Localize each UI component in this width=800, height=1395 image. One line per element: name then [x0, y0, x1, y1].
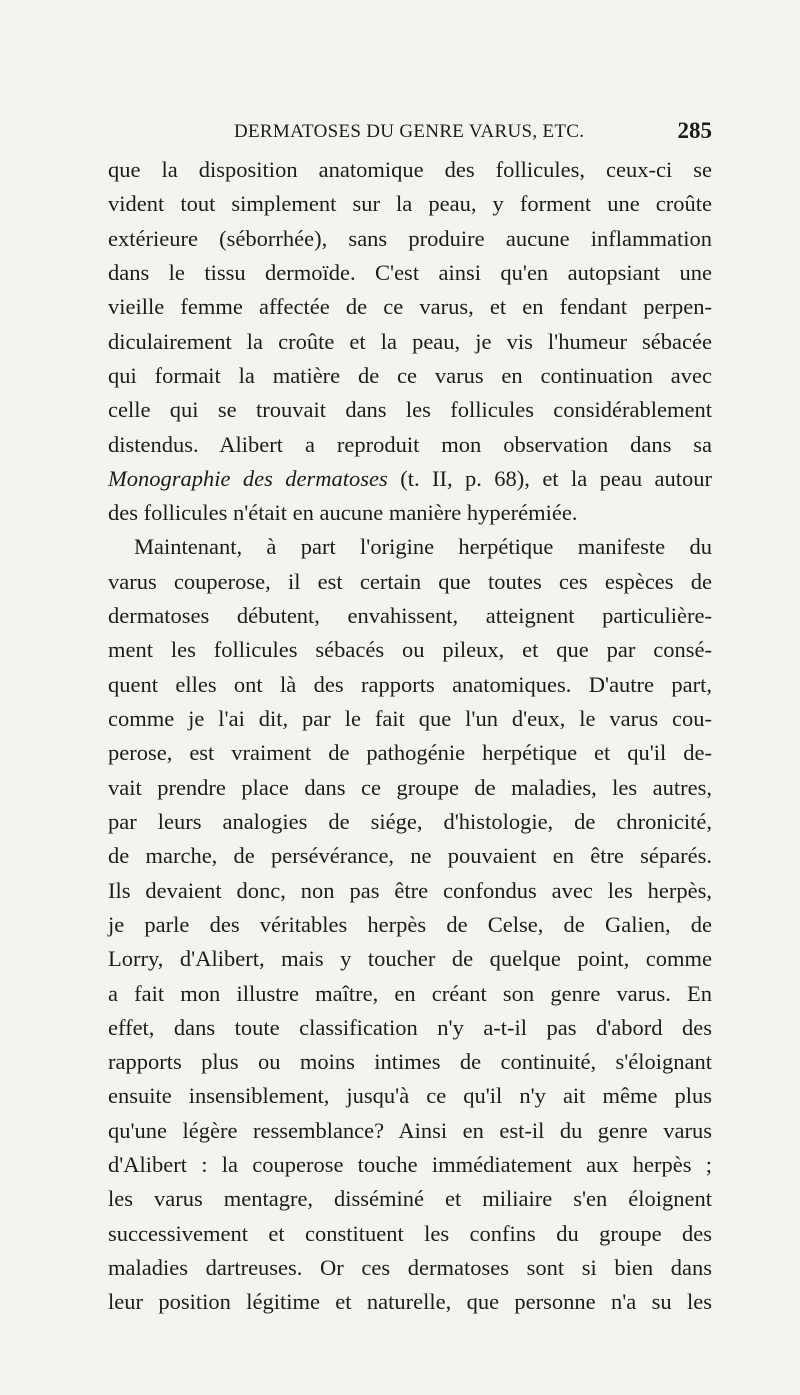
text-line: vait prendre place dans ce groupe de maladies, les autres,	[108, 774, 712, 800]
text-line: Lorry, d'Alibert, mais y toucher de quelque point, comme	[108, 946, 712, 972]
text-line: d'Alibert : la couperose touche immédiatement aux herpès ;	[108, 1152, 712, 1178]
text-line: leur position légitime et naturelle, que personne n'a su les	[108, 1289, 712, 1315]
text-line: vieille femme affectée de ce varus, et en fendant perpen-	[108, 294, 712, 320]
text-line: quent elles ont là des rapports anatomiques. D'autre part,	[108, 671, 712, 697]
text-line: les varus mentagre, disséminé et miliaire s'en éloignent	[108, 1186, 712, 1212]
paragraph-first-line: Maintenant, à part l'origine herpétique manifeste du	[134, 534, 712, 560]
text-line: distendus. Alibert a reproduit mon observation dans sa	[108, 431, 712, 457]
text-line: qu'une légère ressemblance? Ainsi en est-il du genre varus	[108, 1117, 712, 1143]
running-title: DERMATOSES DU GENRE VARUS, ETC.	[234, 121, 585, 142]
text-line: diculairement la croûte et la peau, je vis l'humeur sébacée	[108, 328, 712, 354]
text-line: ensuite insensiblement, jusqu'à ce qu'il n'y ait même plus	[108, 1083, 712, 1109]
text-line: comme je l'ai dit, par le fait que l'un d'eux, le varus cou-	[108, 706, 712, 731]
paragraph-last-line: des follicules n'était en aucune manière hyperémiée.	[108, 500, 578, 526]
text-line: par leurs analogies de siége, d'histologie, de chronicité,	[108, 808, 712, 834]
text-line: celle qui se trouvait dans les follicules considérablement	[108, 397, 712, 423]
text-line: de marche, de persévérance, ne pouvaient en être séparés.	[108, 843, 712, 869]
text-line: maladies dartreuses. Or ces dermatoses sont si bien dans	[108, 1255, 712, 1280]
text-line-with-italic-title	[108, 462, 712, 496]
text-line: je parle des véritables herpès de Celse, de Galien, de	[108, 911, 712, 937]
text-line: a fait mon illustre maître, en créant son genre varus. En	[108, 980, 712, 1006]
text-line: qui formait la matière de ce varus en continuation avec	[108, 362, 712, 388]
text-line: successivement et constituent les confins du groupe des	[108, 1220, 712, 1246]
text-line: rapports plus ou moins intimes de continuité, s'éloignant	[108, 1049, 712, 1075]
text-line: que la disposition anatomique des follicules, ceux-ci se	[108, 157, 712, 182]
text-line: varus couperose, il est certain que toutes ces espèces de	[108, 568, 712, 594]
text-line: Ils devaient donc, non pas être confondus avec les herpès,	[108, 877, 712, 903]
text-line: dans le tissu dermoïde. C'est ainsi qu'en autopsiant une	[108, 259, 712, 285]
text-line: dermatoses débutent, envahissent, atteignent particulière-	[108, 603, 712, 629]
text-line: ment les follicules sébacés ou pileux, et que par consé-	[108, 637, 712, 663]
body-text	[108, 153, 712, 1320]
text-line: perose, est vraiment de pathogénie herpétique et qu'il de-	[108, 740, 712, 766]
text-line: vident tout simplement sur la peau, y forment une croûte	[108, 191, 712, 217]
text-line: effet, dans toute classification n'y a-t-il pas d'abord des	[108, 1014, 712, 1040]
page-number: 285	[677, 118, 712, 143]
running-head	[108, 116, 712, 148]
text-line: extérieure (séborrhée), sans produire aucune inflammation	[108, 225, 712, 251]
italic-book-title: Monographie des dermatoses	[108, 465, 388, 491]
text-line-rest: (t. II, p. 68), et la peau autour	[387, 465, 712, 491]
